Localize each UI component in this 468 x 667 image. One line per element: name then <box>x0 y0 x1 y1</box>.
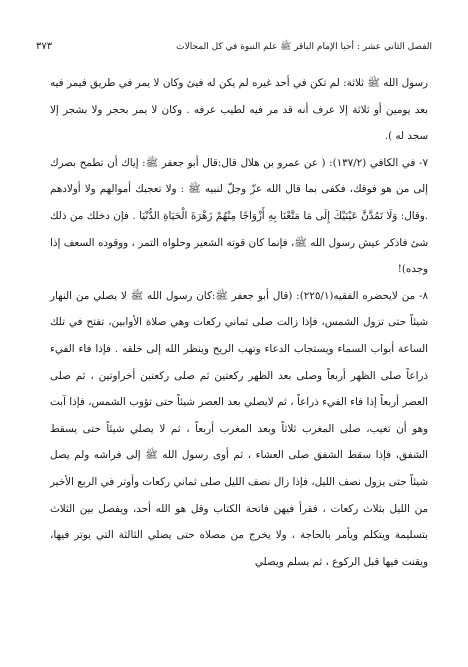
paragraph-hadith-8: ٨- من لايحضره الفقيه(٢٢٥/١): (قال أبو جعفر ﷺ:كان رسول الله ﷺ لا يصلي من النهار شيئاً حتى تزول الشمس، فإذا زالت صلى ثماني ركعات وهي صلاة الأوابين، تفتح في تلك الساعة أبواب السماء ويستجاب الدعاء وتهب الريح وينظر الله إلى خلقه . فإذا فاء الفيء ذراعاً صلى الظهر أربعاً وصلى بعد الظهر ركعتين ثم صلى ركعتين أخراوتين ، ثم صلى العصر أربعاً إذا فاء الفيء ذراعاً ، ثم لايصلي بعد العصر شيئاً حتى تؤوب الشمس، فإذا آبت وهو أن تغيب، صلى المغرب ثلاثاً وبعد المغرب أربعاً ، ثم لا يصلي شيئاً حتى يسقط الشفق، فإذا سقط الشفق صلى العشاء ، ثم أوى رسول الله ﷺ إلى فراشه ولم يصل شيئاً حتى يزول نصف الليل، فإذا زال نصف الليل صلى ثماني ركعات وأوتر في الربع الأخير من الليل بثلاث ركعات ، فقرأ فيهن فاتحة الكتاب وقل هو الله أحد، ويفصل بين الثلاث بتسليمة ويتكلم ويأمر بالحاجة ، ولا يخرج من مصلاه حتى يصلي الثالثة التي يوتر فيها، ويقنت فيها قبل الركوع ، ثم يسلم ويصلي <box>50 289 428 568</box>
chapter-title: الفصل الثاني عشر : أحيا الإمام الباقر ﷺ علم النبوة في كل المجالات <box>176 42 432 52</box>
running-header <box>36 40 432 56</box>
body-text <box>50 70 428 575</box>
paragraph-hadith-7: ٧- في الكافي (١٣٧/٢): ( عن عمرو بن هلال قال:قال أبو جعفر ﷺ: إياك أن تطمح بصرك إلى من هو فوقك، فكفى بما قال الله عزّ وجلّ لنبيه ﷺ : ولا تعجبك أموالهم ولا أولادهم .وقال: وَلَا تَمُدَّنَّ عَيْنَيْكَ إِلَى مَا مَتَّعْنَا بِهِ أَزْوَاجًا مِنْهُمْ زَهْرَةَ الْحَيَاةِ الدُّنْيَا . فإن دخلك من ذلك شئ فاذكر عيش رسول الله ﷺ، فإنما كان قوته الشعير وحلواه التمر ، ووقوده السعف إذا وجده)! <box>50 156 428 276</box>
paragraph-continuation: رسول الله ﷺ ثلاثة: لم تكن في أحد غيره لم يكن له فيئ وكان لا يمر في طريق فيمر فيه بعد يومين أو ثلاثة إلا عرف أنه قد مر فيه لطيب عرفه . وكان لا يمر بحجر ولا بشجر إلا سجد له ). <box>50 77 428 143</box>
page-number: ٣٧٣ <box>36 41 53 52</box>
